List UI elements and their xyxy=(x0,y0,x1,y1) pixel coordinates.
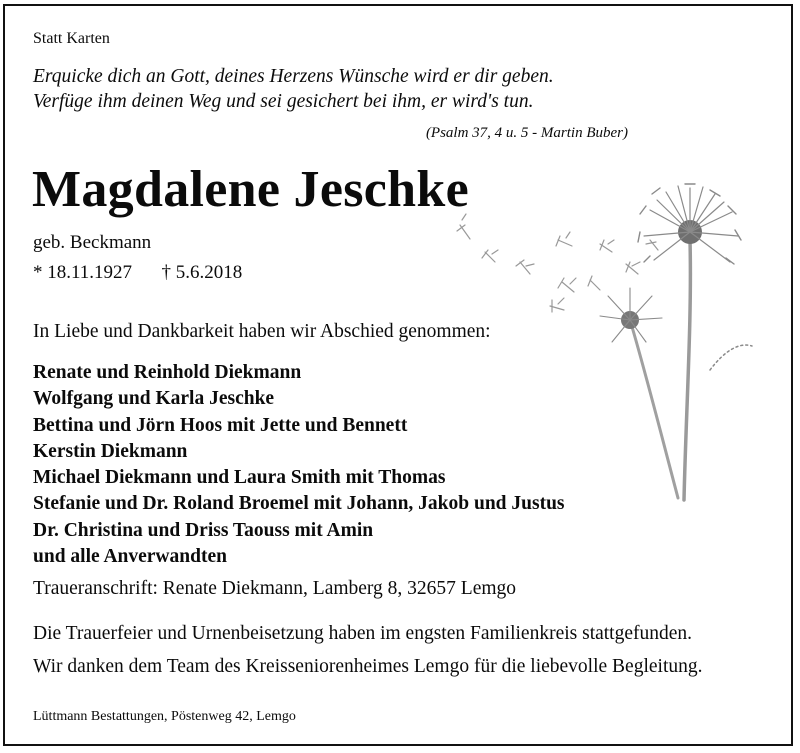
list-item: Kerstin Diekmann xyxy=(33,440,188,462)
list-item: Bettina und Jörn Hoos mit Jette und Bennett xyxy=(33,414,408,436)
list-item: Michael Diekmann und Laura Smith mit Thomas xyxy=(33,467,446,489)
funeral-home: Lüttmann Bestattungen, Pöstenweg 42, Lemgo xyxy=(33,709,296,724)
mourning-address: Traueranschrift: Renate Diekmann, Lamberg 8, 32657 Lemgo xyxy=(33,578,517,599)
verse-source: (Psalm 37, 4 u. 5 - Martin Buber) xyxy=(425,125,628,141)
ceremony-line-1: Die Trauerfeier und Urnenbeisetzung haben im engsten Familienkreis stattgefunden. xyxy=(33,623,693,644)
verse-line-1: Erquicke dich an Gott, deines Herzens Wünsche wird er dir geben. xyxy=(33,66,554,87)
death-date: † 5.6.2018 xyxy=(161,262,243,283)
birth-date: * 18.11.1927 xyxy=(33,262,133,283)
list-item: Wolfgang und Karla Jeschke xyxy=(33,388,275,410)
header-text: Statt Karten xyxy=(33,30,110,47)
list-item: und alle Anverwandten xyxy=(33,546,227,568)
verse-line-2: Verfüge ihm deinen Weg und sei gesichert bei ihm, er wird's tun. xyxy=(33,91,534,112)
list-item: Stefanie und Dr. Roland Broemel mit Johann, Jakob und Justus xyxy=(33,493,565,515)
list-item: Renate und Reinhold Diekmann xyxy=(33,362,302,383)
intro-text: In Liebe und Dankbarkeit haben wir Abschied genommen: xyxy=(33,321,491,342)
ceremony-line-2: Wir danken dem Team des Kreisseniorenheimes Lemgo für die liebevolle Begleitung. xyxy=(33,656,703,677)
mourners-list xyxy=(33,360,565,570)
life-dates xyxy=(33,262,242,284)
deceased-name: Magdalene Jeschke xyxy=(32,161,469,218)
list-item: Dr. Christina und Driss Taouss mit Amin xyxy=(33,519,374,541)
maiden-name: geb. Beckmann xyxy=(33,232,152,253)
